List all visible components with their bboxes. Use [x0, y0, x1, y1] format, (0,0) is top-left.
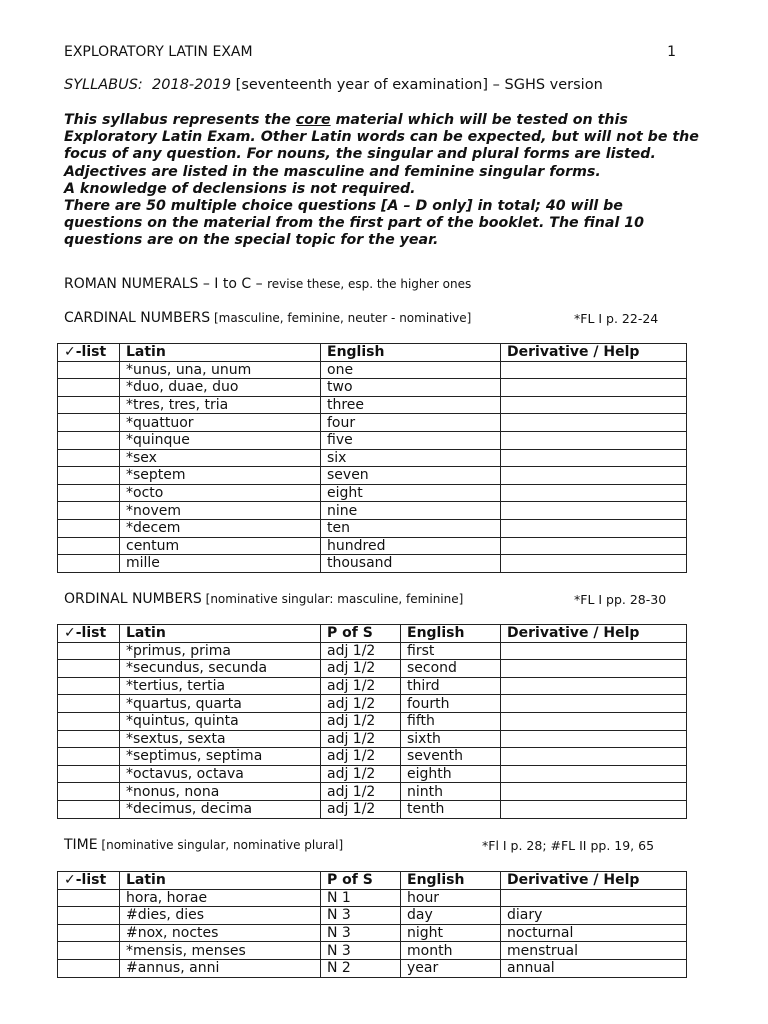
table-cell: N 1 [321, 889, 401, 907]
table-row [58, 783, 687, 801]
table-header-row [58, 344, 687, 362]
table-cell: eight [321, 484, 501, 502]
ordinal-numbers-table [57, 624, 687, 819]
table-cell [501, 396, 687, 414]
time-vocabulary-table [57, 871, 687, 978]
checklist-cell[interactable] [58, 502, 120, 520]
table-row [58, 502, 687, 520]
table-cell: night [401, 924, 501, 942]
table-row [58, 431, 687, 449]
table-row [58, 800, 687, 818]
checklist-cell[interactable] [58, 677, 120, 695]
column-header: Derivative / Help [501, 625, 687, 643]
table-cell: *quartus, quarta [120, 695, 321, 713]
table-cell: N 2 [321, 959, 401, 977]
table-cell [501, 361, 687, 379]
table-cell: fourth [401, 695, 501, 713]
syllabus-line [64, 77, 603, 93]
table-cell: sixth [401, 730, 501, 748]
table-row [58, 712, 687, 730]
table-row [58, 414, 687, 432]
table-cell: first [401, 642, 501, 660]
checklist-cell[interactable] [58, 361, 120, 379]
table-cell [501, 502, 687, 520]
table-cell [501, 677, 687, 695]
table-cell: *secundus, secunda [120, 660, 321, 678]
table-cell: N 3 [321, 924, 401, 942]
checklist-cell[interactable] [58, 449, 120, 467]
table-cell: eighth [401, 765, 501, 783]
table-cell: *decem [120, 519, 321, 537]
table-cell: adj 1/2 [321, 800, 401, 818]
checklist-cell[interactable] [58, 396, 120, 414]
table-cell: month [401, 942, 501, 960]
checklist-cell[interactable] [58, 800, 120, 818]
roman-range: – I to C – [198, 276, 268, 292]
book-reference: *FL I pp. 28-30 [574, 592, 667, 607]
checklist-cell[interactable] [58, 889, 120, 907]
checklist-cell[interactable] [58, 379, 120, 397]
checklist-cell[interactable] [58, 942, 120, 960]
table-cell: #nox, noctes [120, 924, 321, 942]
table-cell: *quattuor [120, 414, 321, 432]
intro-line [64, 112, 704, 129]
table-row [58, 924, 687, 942]
syllabus-label: SYLLABUS: [64, 77, 143, 93]
table-cell: *septem [120, 467, 321, 485]
table-cell: third [401, 677, 501, 695]
column-header: Latin [120, 625, 321, 643]
column-header: Derivative / Help [501, 872, 687, 890]
intro-line: A knowledge of declensions is not required. [64, 180, 416, 197]
table-cell: centum [120, 537, 321, 555]
table-row [58, 642, 687, 660]
table-cell [501, 748, 687, 766]
book-reference: *Fl I p. 28; #FL II pp. 19, 65 [482, 838, 655, 853]
table-cell [501, 519, 687, 537]
table-row [58, 467, 687, 485]
table-cell: ninth [401, 783, 501, 801]
table-cell: adj 1/2 [321, 695, 401, 713]
column-header: English [321, 344, 501, 362]
table-cell: fifth [401, 712, 501, 730]
table-cell: hundred [321, 537, 501, 555]
table-cell: *mensis, menses [120, 942, 321, 960]
table-row [58, 396, 687, 414]
table-cell [501, 642, 687, 660]
table-cell: *octavus, octava [120, 765, 321, 783]
table-cell [501, 379, 687, 397]
table-cell: adj 1/2 [321, 660, 401, 678]
table-row [58, 519, 687, 537]
cardinal-numbers-table [57, 343, 687, 573]
table-row [58, 907, 687, 925]
intro-paragraph [64, 112, 704, 250]
table-cell: ten [321, 519, 501, 537]
table-row [58, 959, 687, 977]
table-cell: day [401, 907, 501, 925]
table-cell: *duo, duae, duo [120, 379, 321, 397]
section-note: [nominative singular: masculine, feminine] [201, 592, 464, 606]
intro-text: material which will be tested on this [330, 112, 628, 128]
table-cell [501, 765, 687, 783]
table-cell: diary [501, 907, 687, 925]
book-reference: *FL I p. 22-24 [574, 311, 659, 326]
intro-line: There are 50 multiple choice questions [A – D only] in total; 40 will be [64, 198, 623, 215]
table-row [58, 379, 687, 397]
table-cell: *nonus, nona [120, 783, 321, 801]
table-cell [501, 431, 687, 449]
table-row [58, 361, 687, 379]
column-header: P of S [321, 625, 401, 643]
table-cell: N 3 [321, 907, 401, 925]
checklist-cell[interactable] [58, 783, 120, 801]
table-cell: *octo [120, 484, 321, 502]
ordinal-section-heading [64, 591, 684, 607]
intro-line: Exploratory Latin Exam. Other Latin words can be expected, but will not be the [64, 129, 699, 146]
table-row [58, 677, 687, 695]
section-note: [nominative singular, nominative plural] [97, 838, 344, 852]
table-cell: adj 1/2 [321, 765, 401, 783]
checklist-cell[interactable] [58, 537, 120, 555]
section-heading: CARDINAL NUMBERS [64, 310, 211, 326]
column-header: Latin [120, 344, 321, 362]
syllabus-years: 2018-2019 [152, 77, 232, 93]
table-row [58, 449, 687, 467]
table-cell: seventh [401, 748, 501, 766]
cardinal-section-heading [64, 310, 684, 326]
table-cell: mille [120, 555, 321, 573]
intro-line: focus of any question. For nouns, the singular and plural forms are listed. [64, 146, 656, 163]
checklist-column-header: ✓-list [58, 872, 120, 890]
table-cell [501, 800, 687, 818]
checklist-cell[interactable] [58, 712, 120, 730]
page-header [64, 44, 680, 62]
checklist-cell[interactable] [58, 642, 120, 660]
section-note: [masculine, feminine, neuter - nominative] [210, 311, 472, 325]
checklist-cell[interactable] [58, 484, 120, 502]
document-title: EXPLORATORY LATIN EXAM [64, 44, 253, 60]
roman-numerals-section [64, 276, 471, 292]
table-cell [501, 467, 687, 485]
table-cell: *septimus, septima [120, 748, 321, 766]
table-cell: *decimus, decima [120, 800, 321, 818]
checklist-cell[interactable] [58, 519, 120, 537]
checklist-cell[interactable] [58, 660, 120, 678]
table-cell: adj 1/2 [321, 783, 401, 801]
table-row [58, 695, 687, 713]
table-cell: adj 1/2 [321, 712, 401, 730]
syllabus-detail: [seventeenth year of examination] – SGHS version [235, 77, 603, 93]
table-cell: tenth [401, 800, 501, 818]
table-cell [501, 783, 687, 801]
table-cell: two [321, 379, 501, 397]
table-cell: five [321, 431, 501, 449]
table-row [58, 484, 687, 502]
table-cell: seven [321, 467, 501, 485]
checklist-cell[interactable] [58, 431, 120, 449]
intro-text: This syllabus represents the [64, 112, 296, 128]
table-cell [501, 712, 687, 730]
table-row [58, 537, 687, 555]
checklist-column-header: ✓-list [58, 344, 120, 362]
table-cell: second [401, 660, 501, 678]
intro-line: Adjectives are listed in the masculine and feminine singular forms. [64, 163, 601, 180]
table-cell: adj 1/2 [321, 730, 401, 748]
table-cell [501, 414, 687, 432]
roman-note: revise these, esp. the higher ones [267, 277, 472, 291]
table-cell: adj 1/2 [321, 748, 401, 766]
time-section-heading [64, 837, 684, 853]
checklist-cell[interactable] [58, 959, 120, 977]
checklist-cell[interactable] [58, 467, 120, 485]
column-header: Latin [120, 872, 321, 890]
checklist-cell[interactable] [58, 414, 120, 432]
table-cell: six [321, 449, 501, 467]
table-cell [501, 537, 687, 555]
table-row [58, 765, 687, 783]
table-cell [501, 484, 687, 502]
table-header-row [58, 872, 687, 890]
table-cell: *sextus, sexta [120, 730, 321, 748]
table-cell: N 3 [321, 942, 401, 960]
table-cell [501, 449, 687, 467]
section-heading: ORDINAL NUMBERS [64, 591, 202, 607]
table-row [58, 889, 687, 907]
table-cell: *sex [120, 449, 321, 467]
table-cell: three [321, 396, 501, 414]
table-cell: #annus, anni [120, 959, 321, 977]
table-cell: annual [501, 959, 687, 977]
table-cell: *tres, tres, tria [120, 396, 321, 414]
table-cell: hora, horae [120, 889, 321, 907]
checklist-column-header: ✓-list [58, 625, 120, 643]
section-heading: TIME [64, 837, 98, 853]
table-cell: nocturnal [501, 924, 687, 942]
table-cell: *novem [120, 502, 321, 520]
section-heading: ROMAN NUMERALS [64, 276, 199, 292]
table-cell: adj 1/2 [321, 677, 401, 695]
table-cell: four [321, 414, 501, 432]
table-cell [501, 555, 687, 573]
table-cell: #dies, dies [120, 907, 321, 925]
table-cell [501, 695, 687, 713]
table-header-row [58, 625, 687, 643]
column-header: English [401, 872, 501, 890]
table-cell: year [401, 959, 501, 977]
table-cell: *quinque [120, 431, 321, 449]
table-row [58, 660, 687, 678]
checklist-cell[interactable] [58, 907, 120, 925]
intro-line: questions are on the special topic for the year. [64, 232, 439, 249]
table-cell: adj 1/2 [321, 642, 401, 660]
table-cell: *primus, prima [120, 642, 321, 660]
table-row [58, 942, 687, 960]
table-cell [501, 660, 687, 678]
checklist-cell[interactable] [58, 924, 120, 942]
table-cell: *unus, una, unum [120, 361, 321, 379]
table-cell: menstrual [501, 942, 687, 960]
table-row [58, 730, 687, 748]
table-row [58, 555, 687, 573]
checklist-cell[interactable] [58, 748, 120, 766]
checklist-cell[interactable] [58, 765, 120, 783]
column-header: English [401, 625, 501, 643]
checklist-cell[interactable] [58, 730, 120, 748]
table-cell: one [321, 361, 501, 379]
table-cell [501, 889, 687, 907]
table-cell: thousand [321, 555, 501, 573]
column-header: P of S [321, 872, 401, 890]
core-emphasis: core [295, 112, 331, 128]
column-header: Derivative / Help [501, 344, 687, 362]
table-cell: *tertius, tertia [120, 677, 321, 695]
table-cell [501, 730, 687, 748]
checklist-cell[interactable] [58, 555, 120, 573]
page-number: 1 [667, 44, 676, 60]
table-cell: *quintus, quinta [120, 712, 321, 730]
table-row [58, 748, 687, 766]
checklist-cell[interactable] [58, 695, 120, 713]
table-cell: nine [321, 502, 501, 520]
intro-line: questions on the material from the first part of the booklet. The final 10 [64, 215, 644, 232]
table-cell: hour [401, 889, 501, 907]
